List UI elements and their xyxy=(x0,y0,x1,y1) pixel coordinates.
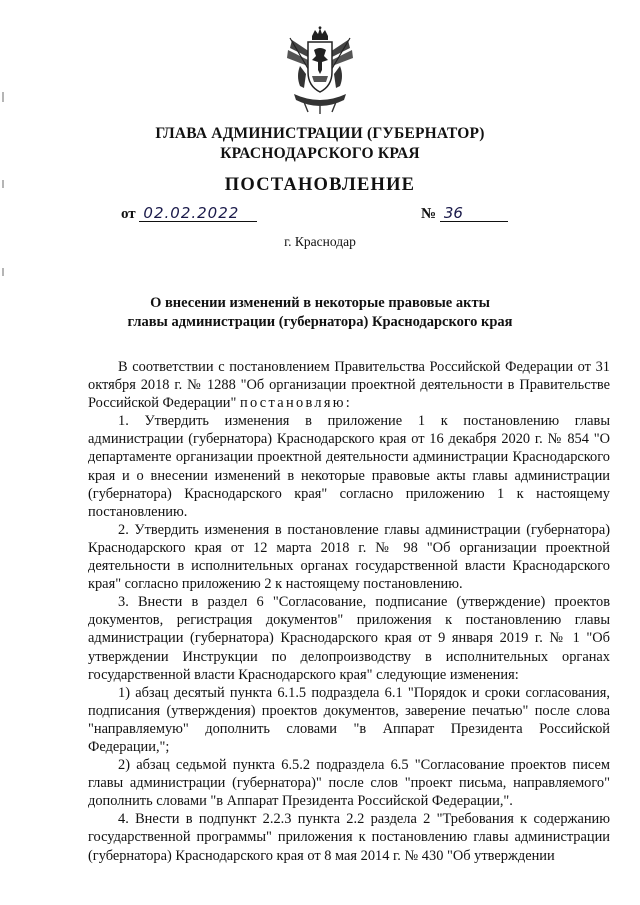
authority-title-line2: КРАСНОДАРСКОГО КРАЯ xyxy=(220,145,420,162)
intro-text: В соответствии с постановлением Правительства Российской Федерации от 31 октября 2018 г. № 1288 "Об организации проектной деятельности в Правительстве Российской Федерации" xyxy=(88,359,610,412)
subject-line1: О внесении изменений в некоторые правовые акты xyxy=(150,295,490,311)
paragraph-3: 3. Внести в раздел 6 "Согласование, подписание (утверждение) проектов документов, регистрация документов" приложения к постановлению главы администрации (губернатора) Краснодарского края от 9 января 2019 г. № 1 "Об утверждении Инструкции по делопроизводству в исполнительных органах государственной власти Краснодарского края" следующие изменения: xyxy=(88,594,610,683)
subject-line2: главы администрации (губернатора) Краснодарского края xyxy=(127,314,513,330)
scan-edge-mark xyxy=(2,268,4,276)
document-body xyxy=(88,358,610,865)
paragraph-2: 2. Утвердить изменения в постановление главы администрации (губернатора) Краснодарского края от 12 марта 2018 г. № 98 "Об организации проектной деятельности в исполнительных органах государственной власти Краснодарского края" согласно приложению 2 к настоящему постановлению. xyxy=(88,521,610,593)
date-prefix: от xyxy=(121,206,136,222)
date-value-handwritten: 02.02.2022 xyxy=(139,205,257,222)
date-line xyxy=(121,205,257,225)
number-line xyxy=(421,205,508,225)
paragraph-4: 4. Внести в подпункт 2.2.3 пункта 2.2 раздела 2 "Требования к содержанию государственной программы" приложения к постановлению главы администрации (губернатора) Краснодарского края от 8 мая 2014 г. № 430 "Об утверждении xyxy=(88,811,610,864)
city-name: г. Краснодар xyxy=(284,234,356,249)
paragraph-3-subitem-2: 2) абзац седьмой пункта 6.5.2 подраздела 6.5 "Согласование проектов писем главы администрации (губернатора)" после слов "проект письма, направляемого" дополнить словами "в Аппарат Президента Российской Федерации,". xyxy=(88,757,610,810)
document-type-title: ПОСТАНОВЛЕНИЕ xyxy=(224,175,416,195)
resolve-word: постановляю: xyxy=(239,395,353,412)
number-value-handwritten: 36 xyxy=(440,205,508,222)
scan-edge-mark xyxy=(2,92,4,102)
authority-title-line1: ГЛАВА АДМИНИСТРАЦИИ (ГУБЕРНАТОР) xyxy=(155,125,485,142)
paragraph-1: 1. Утвердить изменения в приложение 1 к постановлению главы администрации (губернатора) Краснодарского края от 16 декабря 2020 г. № 854 "О департаменте организации проектной деятельности администрации Краснодарского края и о внесении изменений в некоторые правовые акты главы администрации (губернатора) Краснодарского края" согласно приложению 1 к настоящему постановлению. xyxy=(88,413,610,520)
paragraph-3-subitem-1: 1) абзац десятый пункта 6.1.5 подраздела 6.1 "Порядок и сроки согласования, подписания (утверждения) проектов документов, заверение печатью" после слова "направляемую" дополнить словами "в Аппарат Президента Российской Федерации,"; xyxy=(88,684,610,755)
number-prefix: № xyxy=(421,206,437,222)
krasnodar-krai-coat-of-arms-icon xyxy=(284,26,356,114)
intro-paragraph xyxy=(88,358,610,412)
